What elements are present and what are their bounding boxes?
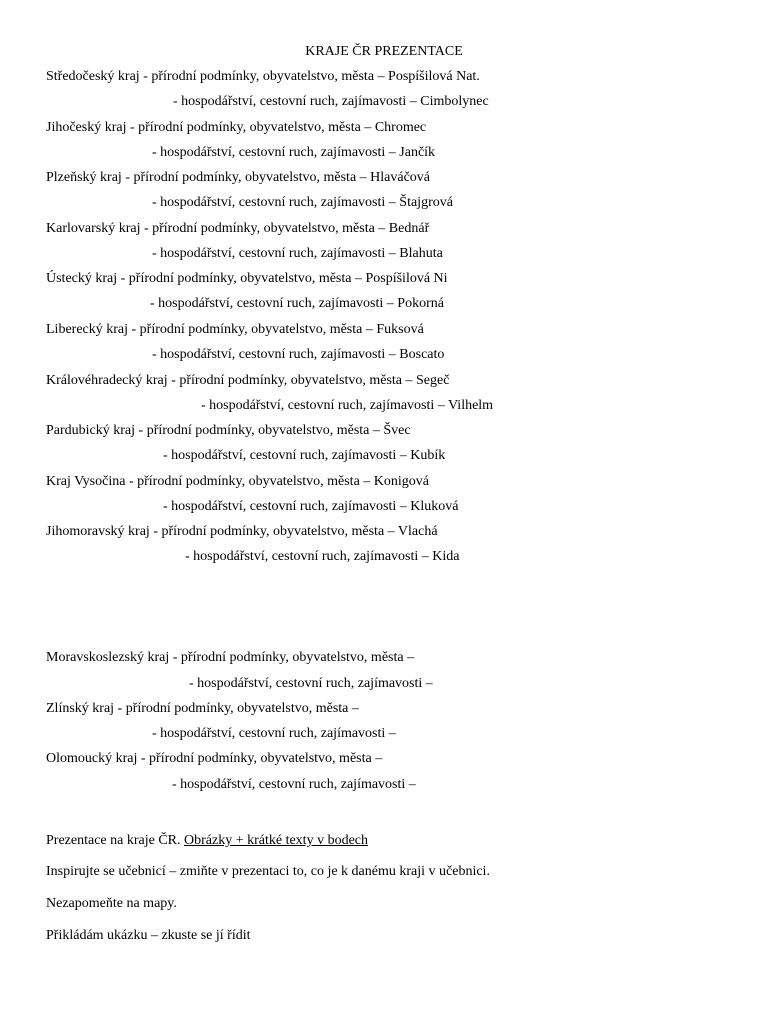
region-pardubicky-line2: - hospodářství, cestovní ruch, zajímavosti – Kubík (163, 448, 446, 463)
region-zlinsky-line1: Zlínský kraj - přírodní podmínky, obyvatelstvo, města – (46, 701, 359, 716)
region-moravskoslezsky-line1: Moravskoslezský kraj - přírodní podmínky, obyvatelstvo, města – (46, 650, 415, 665)
region-kralovehradecky-line1: Královéhradecký kraj - přírodní podmínky, obyvatelstvo, města – Segeč (46, 373, 450, 388)
region-jihocesky-line1: Jihočeský kraj - přírodní podmínky, obyvatelstvo, města – Chromec (46, 120, 427, 135)
region-ustecky-line1: Ústecký kraj - přírodní podmínky, obyvatelstvo, města – Pospíšilová Ni (46, 271, 448, 286)
region-plzensky-line1: Plzeňský kraj - přírodní podmínky, obyvatelstvo, města – Hlaváčová (46, 170, 431, 185)
region-plzensky-line2: - hospodářství, cestovní ruch, zajímavosti – Štajgrová (152, 195, 453, 210)
region-vysocina-line2: - hospodářství, cestovní ruch, zajímavosti – Kluková (163, 499, 459, 514)
instructions-textbook: Inspirujte se učebnicí – zmiňte v prezentaci to, co je k danému kraji v učebnici. (46, 864, 490, 879)
region-zlinsky-line2: - hospodářství, cestovní ruch, zajímavosti – (152, 726, 396, 741)
region-liberecky-line1: Liberecký kraj - přírodní podmínky, obyvatelstvo, města – Fuksová (46, 322, 424, 337)
region-olomoucky-line2: - hospodářství, cestovní ruch, zajímavosti – (172, 777, 416, 792)
instructions-sample: Přikládám ukázku – zkuste se jí řídit (46, 928, 251, 943)
region-karlovarsky-line1: Karlovarský kraj - přírodní podmínky, obyvatelstvo, města – Bednář (46, 221, 430, 236)
region-jihomoravsky-line2: - hospodářství, cestovní ruch, zajímavosti – Kida (185, 549, 460, 564)
region-pardubicky-line1: Pardubický kraj - přírodní podmínky, obyvatelstvo, města – Švec (46, 423, 411, 438)
instructions-intro (46, 832, 368, 850)
region-karlovarsky-line2: - hospodářství, cestovní ruch, zajímavosti – Blahuta (152, 246, 443, 261)
instructions-maps: Nezapomeňte na mapy. (46, 896, 177, 911)
region-jihomoravsky-line1: Jihomoravský kraj - přírodní podmínky, obyvatelstvo, města – Vlachá (46, 524, 438, 539)
region-ustecky-line2: - hospodářství, cestovní ruch, zajímavosti – Pokorná (150, 296, 444, 311)
region-jihocesky-line2: - hospodářství, cestovní ruch, zajímavosti – Jančík (152, 145, 436, 160)
region-moravskoslezsky-line2: - hospodářství, cestovní ruch, zajímavosti – (189, 676, 433, 691)
region-liberecky-line2: - hospodářství, cestovní ruch, zajímavosti – Boscato (152, 347, 445, 362)
region-vysocina-line1: Kraj Vysočina - přírodní podmínky, obyvatelstvo, města – Konigová (46, 474, 429, 489)
instructions-intro-underlined: Obrázky + krátké texty v bodech (184, 833, 368, 848)
instructions-intro-text: Prezentace na kraje ČR. (46, 833, 181, 848)
region-stredocesky-line1: Středočeský kraj - přírodní podmínky, obyvatelstvo, města – Pospíšilová Nat. (46, 69, 480, 84)
region-kralovehradecky-line2: - hospodářství, cestovní ruch, zajímavosti – Vilhelm (201, 398, 494, 413)
page-title: KRAJE ČR PREZENTACE (305, 44, 463, 59)
region-olomoucky-line1: Olomoucký kraj - přírodní podmínky, obyvatelstvo, města – (46, 751, 383, 766)
region-stredocesky-line2: - hospodářství, cestovní ruch, zajímavosti – Cimbolynec (173, 94, 489, 109)
